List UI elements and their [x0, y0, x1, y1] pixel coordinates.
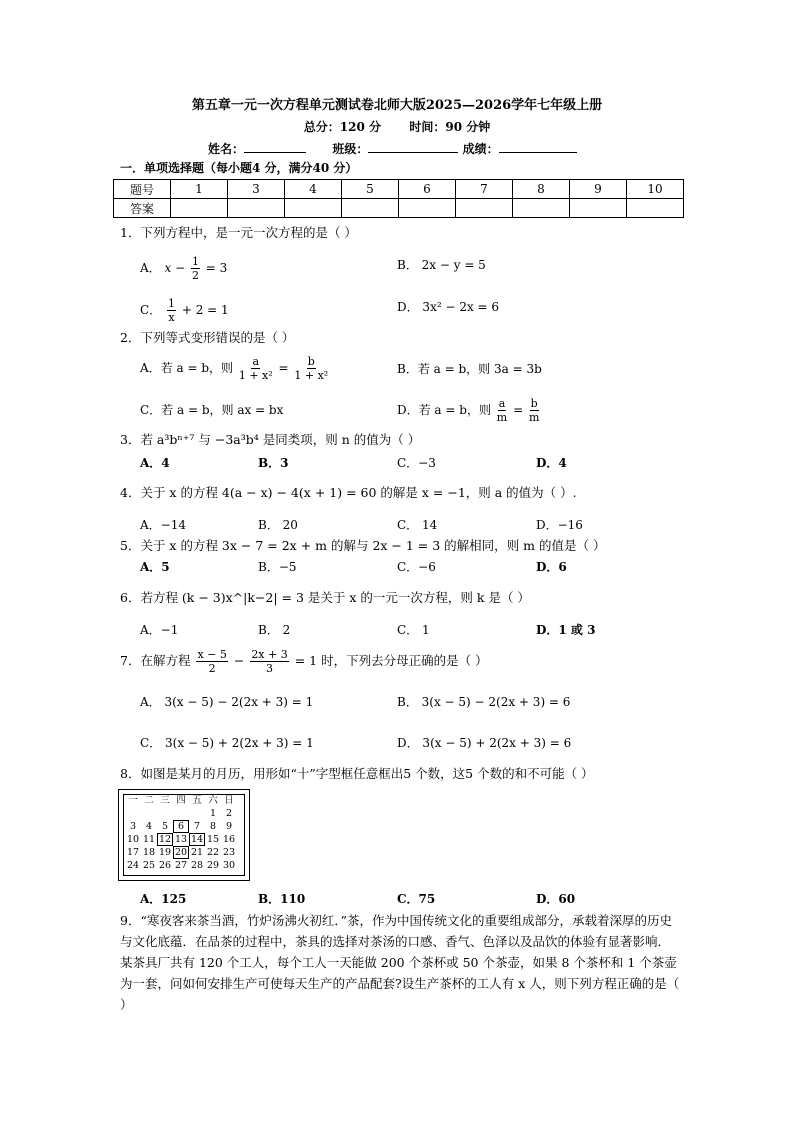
student-info	[208, 140, 577, 157]
fraction	[294, 355, 328, 382]
question-4-option-c: C． 14	[397, 518, 438, 532]
question-3-stem: 3．若 a³bⁿ⁺⁷ 与 −3a³b⁴ 是同类项，则 n 的值为（ ）	[120, 432, 421, 447]
question-6-stem: 6．若方程 (k − 3)x^|k−2| = 3 是关于 x 的一元一次方程，则 k 是（ ）	[120, 590, 530, 605]
calendar-day: 27	[174, 860, 188, 871]
denominator: 1 + x²	[294, 369, 329, 382]
table-header-cell: 题号	[114, 180, 171, 199]
table-cell: 8	[513, 180, 570, 199]
denominator: 2	[191, 269, 199, 282]
question-1-option-b: B． 2x − y = 5	[397, 258, 486, 272]
question-7-option-c: C． 3(x − 5) + 2(2x + 3) = 1	[140, 736, 314, 750]
question-5-option-b: B．−5	[258, 560, 297, 574]
question-5-option-d: D．6	[536, 560, 567, 574]
weekday-label: 六	[208, 795, 218, 806]
question-1-option-c	[140, 297, 229, 324]
option-text: A．若 a = b，则	[140, 361, 234, 375]
question-1-option-d: D． 3x² − 2x = 6	[397, 300, 500, 314]
numerator: 1	[191, 255, 199, 268]
denominator: 2	[208, 662, 216, 675]
question-5-option-c: C．−6	[397, 560, 436, 574]
weekday-label: 三	[160, 795, 170, 806]
numerator: 2x + 3	[251, 648, 288, 661]
calendar-day: 16	[222, 834, 236, 845]
question-1-stem: 1．下列方程中，是一元一次方程的是（ ）	[120, 225, 357, 240]
question-2-option-b: B．若 a = b，则 3a = 3b	[397, 362, 542, 376]
weekday-label: 二	[144, 795, 154, 806]
exam-meta	[0, 119, 794, 135]
stem-text: 7．在解方程	[120, 653, 191, 668]
weekday-label: 四	[176, 795, 186, 806]
numerator: 1	[168, 297, 176, 310]
calendar-day: 11	[142, 834, 156, 845]
calendar-day: 17	[126, 847, 140, 858]
denominator: 1 + x²	[238, 369, 273, 382]
question-7-option-a: A． 3(x − 5) − 2(2x + 3) = 1	[140, 695, 314, 709]
calendar-day: 3	[129, 821, 137, 832]
answer-cell[interactable]	[342, 199, 399, 218]
table-cell: 4	[285, 180, 342, 199]
question-5-option-a: A．5	[140, 560, 170, 574]
option-text: + 2 = 1	[181, 303, 229, 317]
minus-sign: −	[233, 653, 245, 668]
calendar-day: 9	[225, 821, 233, 832]
calendar-grid	[125, 794, 237, 872]
table-row	[114, 199, 684, 218]
calendar-day-boxed: 20	[174, 847, 188, 858]
answer-cell[interactable]	[171, 199, 228, 218]
table-cell: 1	[171, 180, 228, 199]
calendar-day: 19	[158, 847, 172, 858]
question-7-stem	[120, 648, 488, 675]
equals-sign: =	[278, 361, 289, 375]
table-cell: 7	[456, 180, 513, 199]
question-8-option-d: D．60	[536, 892, 576, 906]
question-2-option-d	[397, 397, 541, 424]
table-cell: 5	[342, 180, 399, 199]
page-title: 第五章一元一次方程单元测试卷北师大版2025—2026学年七年级上册	[191, 98, 603, 113]
question-8-option-a: A．125	[140, 892, 187, 906]
answer-cell[interactable]	[513, 199, 570, 218]
calendar-day: 2	[225, 808, 233, 819]
calendar-day-boxed: 6	[173, 820, 189, 833]
question-9-text: 9．“寒夜客来茶当酒，竹炉汤沸火初红．”茶，作为中国传统文化的重要组成部分，承载着深厚的历史与文化底蕴．在品茶的过程中，茶具的选择对茶汤的口感、香气、色泽以及品饮的体验有显著影响．某茶具厂共有 120 个工人，每个工人一天能做 200 个茶杯或 50 个茶壶，如果 8 个茶杯和 1 个茶壶为一套，问如何安排生产可使每天生产的产品配套?设生产茶杯的工人有 x 人，则下列方程正确的是（ ）	[120, 913, 680, 1012]
calendar-day	[125, 807, 141, 820]
section-heading: 一．单项选择题（每小题4 分，满分40 分）	[120, 161, 358, 175]
option-text: D．若 a = b，则	[397, 403, 491, 417]
fraction	[239, 355, 273, 382]
question-3-option-d: D．4	[536, 456, 567, 470]
option-label: A．	[140, 261, 161, 275]
calendar-day: 25	[142, 860, 156, 871]
question-7-option-b: B． 3(x − 5) − 2(2x + 3) = 6	[397, 695, 571, 709]
calendar-day: 15	[206, 834, 220, 845]
calendar-day: 21	[190, 847, 204, 858]
denominator: m	[496, 411, 508, 424]
question-2-option-c: C．若 a = b，则 ax = bx	[140, 403, 284, 417]
score-label: 成绩：	[462, 142, 499, 156]
question-3-option-a: A．4	[140, 456, 170, 470]
answer-cell[interactable]	[228, 199, 285, 218]
class-blank[interactable]	[368, 140, 458, 153]
score-blank[interactable]	[499, 140, 577, 153]
fraction	[191, 255, 200, 282]
name-blank[interactable]	[244, 140, 306, 153]
table-cell: 6	[399, 180, 456, 199]
denominator: m	[528, 411, 540, 424]
fraction	[529, 397, 539, 424]
answer-cell[interactable]	[456, 199, 513, 218]
question-6-option-b: B． 2	[258, 623, 291, 637]
question-3-option-b: B．3	[258, 456, 289, 470]
calendar-day: 7	[193, 821, 201, 832]
answer-cell[interactable]	[399, 199, 456, 218]
calendar-day	[173, 807, 189, 820]
question-5-stem: 5．关于 x 的方程 3x − 7 = 2x + m 的解与 2x − 1 = 3 的解相同，则 m 的值是（ ）	[120, 538, 606, 553]
answer-table	[113, 179, 684, 218]
answer-cell[interactable]	[627, 199, 684, 218]
fraction	[497, 397, 507, 424]
calendar-day: 26	[158, 860, 172, 871]
question-6-option-c: C． 1	[397, 623, 430, 637]
option-label: C．	[140, 303, 162, 317]
question-2-option-a	[140, 355, 330, 382]
question-8-option-b: B．110	[258, 892, 306, 906]
question-6-option-a: A．−1	[140, 623, 179, 637]
calendar-day: 24	[126, 860, 140, 871]
numerator: b	[307, 355, 315, 368]
option-text: x −	[164, 261, 186, 275]
calendar-day-boxed: 12	[158, 834, 172, 845]
fraction	[196, 648, 227, 675]
question-4-stem: 4．关于 x 的方程 4(a − x) − 4(x + 1) = 60 的解是 x = −1，则 a 的值为（ ）.	[120, 485, 577, 500]
calendar-day: 29	[206, 860, 220, 871]
calendar-day: 18	[142, 847, 156, 858]
calendar-day: 30	[222, 860, 236, 871]
option-text: = 3	[205, 261, 228, 275]
calendar-day: 13	[174, 834, 188, 845]
calendar-day: 28	[190, 860, 204, 871]
question-2-stem: 2．下列等式变形错误的是（ ）	[120, 330, 295, 345]
name-label: 姓名：	[208, 142, 245, 156]
calendar-day-boxed: 14	[190, 834, 204, 845]
weekday-label: 日	[224, 795, 234, 806]
question-8-option-c: C．75	[397, 892, 436, 906]
stem-text: = 1 时，下列去分母正确的是（ ）	[294, 653, 488, 668]
calendar-day	[141, 807, 157, 820]
question-8-stem: 8．如图是某月的月历，用形如“十”字型框任意框出5 个数，这5 个数的和不可能（ ）	[120, 766, 594, 781]
calendar-day	[189, 807, 205, 820]
question-1-option-a	[140, 255, 227, 282]
question-3-option-c: C．−3	[397, 456, 436, 470]
class-label: 班级：	[332, 142, 369, 156]
numerator: a	[498, 397, 506, 410]
calendar-figure	[118, 789, 250, 881]
calendar-day: 1	[209, 808, 217, 819]
calendar-day: 8	[209, 821, 217, 832]
denominator: x	[168, 311, 175, 324]
question-7-option-d: D． 3(x − 5) + 2(2x + 3) = 6	[397, 736, 572, 750]
table-cell: 3	[228, 180, 285, 199]
fraction	[250, 648, 288, 675]
question-6-option-d: D．1 或 3	[536, 623, 596, 637]
calendar-day: 5	[161, 821, 169, 832]
calendar-day: 10	[126, 834, 140, 845]
calendar-day: 4	[145, 821, 153, 832]
calendar-day: 23	[222, 847, 236, 858]
question-4-option-b: B． 20	[258, 518, 298, 532]
denominator: 3	[266, 662, 274, 675]
total-score: 总分：120 分	[303, 120, 381, 134]
calendar-day: 22	[206, 847, 220, 858]
table-row	[114, 180, 684, 199]
weekday-label: 一	[128, 795, 138, 806]
fraction	[167, 297, 176, 324]
exam-time: 时间：90 分钟	[409, 120, 491, 134]
table-header-cell: 答案	[114, 199, 171, 218]
table-cell: 10	[627, 180, 684, 199]
numerator: a	[252, 355, 260, 368]
answer-cell[interactable]	[285, 199, 342, 218]
table-cell: 9	[570, 180, 627, 199]
answer-cell[interactable]	[570, 199, 627, 218]
numerator: x − 5	[197, 648, 227, 661]
calendar-day	[157, 807, 173, 820]
equals-sign: =	[513, 403, 524, 417]
question-4-option-d: D．−16	[536, 518, 583, 532]
numerator: b	[530, 397, 538, 410]
question-4-option-a: A．−14	[140, 518, 186, 532]
weekday-label: 五	[192, 795, 202, 806]
